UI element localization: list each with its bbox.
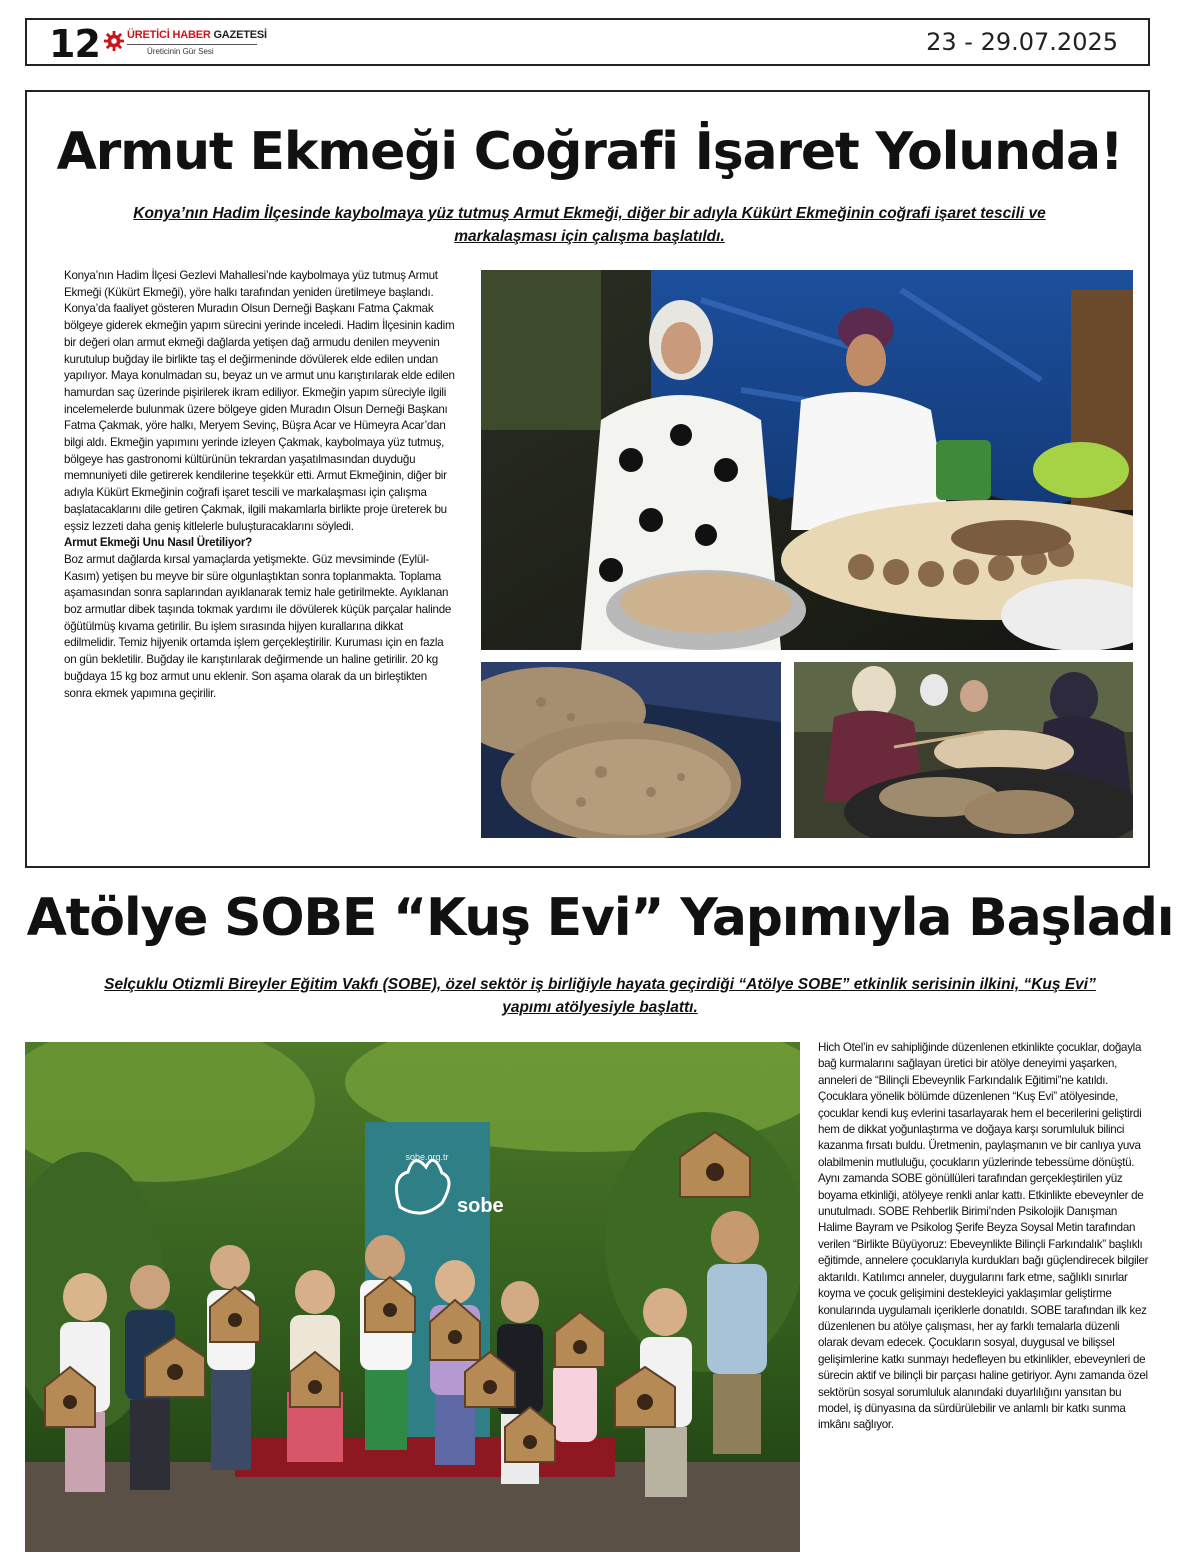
slogan: Üreticinin Gür Sesi: [147, 47, 214, 56]
article2-title: Atölye SOBE “Kuş Evi” Yapımıyla Başladı: [26, 888, 1174, 948]
issue-date: 23 - 29.07.2025: [926, 28, 1118, 56]
brand-name: [127, 29, 267, 41]
page-number: 12: [49, 22, 100, 66]
photo-flatbreads: [481, 662, 781, 838]
article2-paragraph: Hich Otel’in ev sahipliğinde düzenlenen etkinlikte çocuklar, doğayla bağ kurmalarını sağlayan üretici bir atölye deneyimi yaşarken, anneleri de “Bilinçli Ebeveynlik Farkındalık Eğitimi”ne katıldı. Çocuklara yönelik bölümde düzenlenen “Kuş Evi” atölyesinde, çocuklar kendi kuş evlerini tasarlayarak hem el becerilerini geliştirdi hem de dikkat yoğunlaştırma ve doğaya karşı sorumluluk bilinci kazanma fırsatı buldu. Üretmenin, paylaşmanın ve bir canlıya yuva olabilmenin mutluluğu, çocukların yüzlerinde tebessüme dönüştü. Aynı zamanda SOBE gönüllüleri tarafından gerçekleştirilen yüz boyama etkinliği, atölyeye renkli anlar kattı. Etkinlikte ebeveynler de unutulmadı. SOBE Rehberlik Birimi’nden Psikolojik Danışman Halime Bayram ve Psikolog Şerife Beyza Soysal Metin tarafından verilen “Birlikte Büyüyoruz: Ebeveynlikte Bilinçli Farkındalık” başlıklı eğitimde, annelere çocuklarıyla kurdukları bağı güçlendirecek bilgiler aktarıldı. Katılımcı anneler, duygularını fark etme, sağlıklı sınırlar koyma ve çocuk gelişimini destekleyici yaklaşımlar geliştirme konularında uygulamalı içeriklerle donatıldı. SOBE tarafından ilk kez düzenlenen bu atölye çalışması, her ay farklı temalarla düzenli olarak devam edecek. Çocukların sosyal, duygusal ve bilişsel gelişimlerine katkı sunmayı hedefleyen bu etkinlikler, ebeveynleri de sürecin aktif ve bilinçli bir parçası haline getiriyor. Aynı zamanda özel sektörün sosyal sorumluluk alanındaki duyarlılığını yansıtan bu model, iş dünyasına da sürdürülebilir ve anlamlı bir katkı sunma imkânı sağlıyor.: [818, 1041, 1149, 1432]
sobe-banner-logo: sobe: [457, 1195, 504, 1217]
sobe-banner-url: sobe.org.tr: [405, 1152, 449, 1162]
brand-rule: [127, 44, 257, 45]
article1-paragraph-1: Konya’nın Hadim İlçesi Gezlevi Mahallesi’nde kaybolmaya yüz tutmuş Armut Ekmeği (Kükürt Ekmeği), yöre halkı tarafından yeniden üretilmeye başlandı. Konya’da faaliyet gösteren Muradın Olsun Derneği Başkanı Fatma Çakmak bölgeye giderek ekmeğin yapım sürecini yerinde inceledi. Hadim İlçesinin kadim bir değeri olan armut ekmeği dağlarda yetişen dağ armudu denilen meyvenin kurutulup buğday ile birlikte taş el değirmeninde dövülerek elde edilen undan yapılıyor. Maya konulmadan su, beyaz un ve armut unu karıştırılarak elde edilen hamurdan saç üzerinde pişirilerek ikram ediliyor. Ekmeğin yapım süreciyle ilgili incelemelerde bulunmak üzere bölgeye giden Muradın Olsun Derneği Başkanı Fatma Çakmak, yöre halkı, Meryem Sevinç, Büşra Acar ve Hümeyra Acar’dan bilgi aldı. Ekmeğin yapımını yerinde izleyen Çakmak, kaybolmaya yüz tutmuş, bölgeye has gastronomi kültürünün tekrardan yaşatılmasından duyduğu memnuniyeti dile getirerek kendilerine teşekkür etti. Armut Ekmeğinin, diğer bir adıyla Kükürt Ekmeğinin coğrafi işaret tescili ve markalaşması için çalışma başlatacaklarını dile getiren Çakmak, ilgili makamlarla birlikte proje üreterek bu eşsiz lezzeti daha geniş kitlelerle buluşturacaklarını söyledi.: [64, 269, 455, 533]
article-armut-ekmegi: [25, 90, 1150, 868]
article1-body: [64, 268, 457, 702]
brand-part3: GAZETESİ: [213, 29, 267, 41]
article1-title: Armut Ekmeği Coğrafi İşaret Yolunda!: [56, 122, 1123, 182]
photo-women-rolling-dough: [794, 662, 1133, 838]
brand-part2: HABER: [172, 29, 211, 41]
article1-subtitle: Konya’nın Hadim İlçesinde kaybolmaya yüz tutmuş Armut Ekmeği, diğer bir adıyla Kükürt Ekmeğinin coğrafi işaret tescili ve markalaşması için çalışma başlatıldı.: [133, 205, 1046, 245]
article2-body: [818, 1040, 1152, 1434]
brand-part1: ÜRETİCİ: [127, 29, 170, 41]
gear-icon: [103, 30, 125, 52]
article1-subhead: Armut Ekmeği Unu Nasıl Üretiliyor?: [64, 536, 252, 550]
article1-paragraph-2: Boz armut dağlarda kırsal yamaçlarda yetişmekte. Güz mevsiminde (Eylül-Kasım) yetişen bu meyve bir süre olgunlaştıktan sonra toplanmakta. Toplama aşamasından sonra saplarından ayıklanarak temiz hale getirilmekte. Ayıklanan boz armutlar dibek taşında tokmak yardımı ile dövülerek küçük parçalar halinde öğütülmüş kıvama getirilir. Bu işlem sırasında hijyen kurallarına dikkat edilmelidir. Temiz hijyenik ortamda işlem gerçekleştirilir. Kuruması için en fazla on gün bekletilir. Buğday ile karıştırılarak değirmende un haline getirilir. 20 kg buğdaya 15 kg boz armut unu eklenir. Son aşama olarak da un birleştikten sonra ekmek yapımına geçirilir.: [64, 552, 452, 700]
photo-children-with-birdhouses: [25, 1042, 800, 1552]
photo-women-making-bread: [481, 270, 1133, 650]
masthead: [25, 18, 1150, 66]
article2-subtitle: Selçuklu Otizmli Bireyler Eğitim Vakfı (SOBE), özel sektör iş birliğiyle hayata geçirdiği “Atölye SOBE” etkinlik serisinin ilkini, “Kuş Evi” yapımı atölyesiyle başlattı.: [104, 976, 1096, 1016]
